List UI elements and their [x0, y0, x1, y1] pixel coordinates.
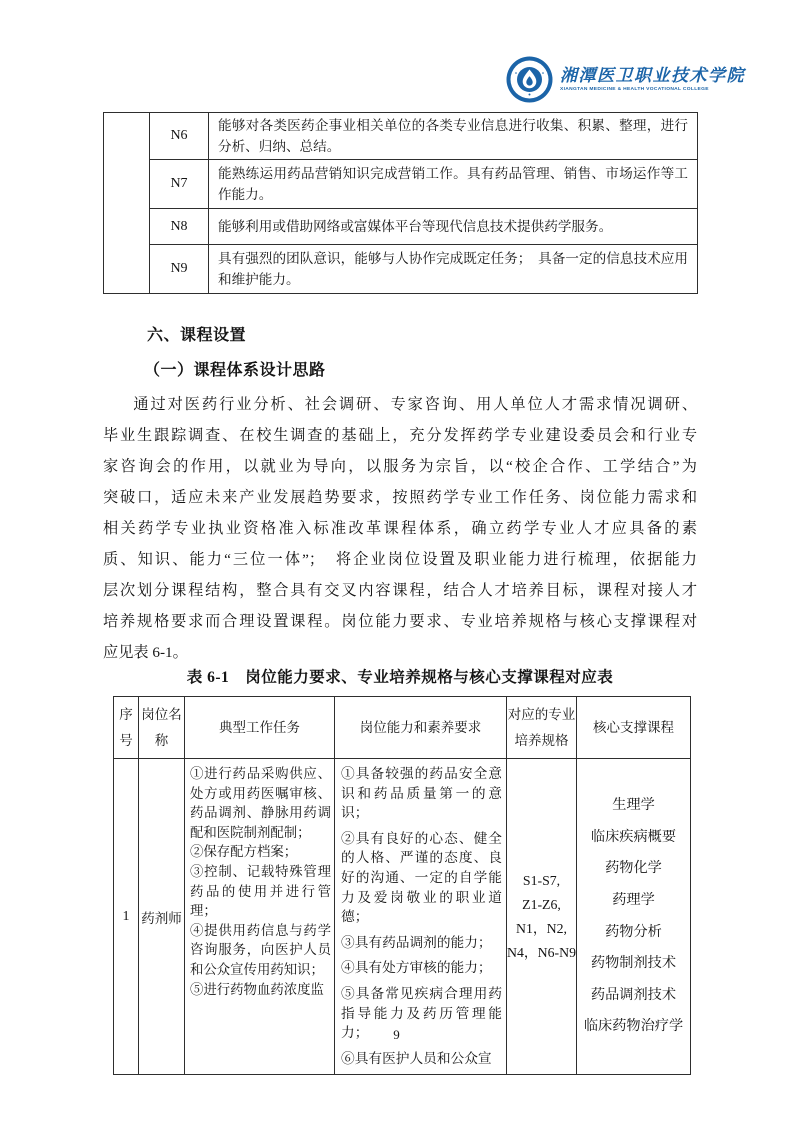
section-heading: 六、课程设置 [147, 327, 247, 344]
college-logo [506, 56, 745, 103]
ability-item: ③具有药品调剂的能力； [341, 934, 492, 950]
page-number: 9 [393, 1027, 400, 1042]
column-header-post: 岗位名称 [139, 697, 185, 759]
column-header-seq: 序号 [114, 697, 139, 759]
code-cell-n9: N9 [150, 245, 209, 294]
spec-line: S1-S7, [522, 872, 561, 888]
table-row [104, 160, 698, 209]
course-item: 生理学 [612, 797, 655, 814]
ability-item: ②具有良好的心态、健全的人格、严谨的态度、良好的沟通、一定的自学能力及爱岗敬业的职业道德； [341, 830, 502, 925]
desc-cell-n8: 能够利用或借助网络或富媒体平台等现代信息技术提供药学服务。 [209, 209, 698, 245]
table-6-1-title: 表 6-1 岗位能力要求、专业培养规格与核心支撑课程对应表 [186, 669, 614, 686]
task-item: ②保存配方档案； [190, 844, 298, 860]
table-row [104, 209, 698, 245]
college-name-en: XIANGTAN MEDICINE & HEALTH VOCATIONAL COLLEGE [560, 87, 709, 93]
paragraph-line: 相关药学专业执业资格准入标准改革课程体系，确立药学专业人才应具备的素 [103, 520, 697, 537]
paragraph-line: 毕业生跟踪调查、在校生调查的基础上，充分发挥药学专业建设委员会和行业专 [103, 427, 697, 444]
spec-line: Z1-Z6, [522, 896, 561, 912]
seq-cell: 1 [114, 759, 139, 1075]
desc-cell-n6: 能够对各类医药企事业相关单位的各类专业信息进行收集、积累、整理，进行分析、归纳、总结。 [209, 113, 698, 160]
ability-item: ④具有处方审核的能力； [341, 960, 492, 976]
task-item: ①进行药品采购供应、处方或用药医嘱审核、药品调剂、静脉用药调配和医院制剂配制； [190, 766, 331, 840]
desc-cell-n9: 具有强烈的团队意识，能够与人协作完成既定任务； 具备一定的信息技术应用和维护能力。 [209, 245, 698, 294]
code-cell-n8: N8 [150, 209, 209, 245]
paragraph-line: 培养规格要求而合理设置课程。岗位能力要求、专业培养规格与核心支撑课程对 [103, 613, 697, 630]
paragraph-line: 家咨询会的作用，以就业为导向，以服务为宗旨，以“校企合作、工学结合”为 [103, 458, 697, 475]
column-header-specs: 对应的专业培养规格 [507, 697, 577, 759]
ability-item: ①具备较强的药品安全意识和药品质量第一的意识； [341, 766, 502, 821]
column-header-tasks: 典型工作任务 [185, 697, 335, 759]
course-item: 药品调剂技术 [590, 986, 677, 1003]
course-item: 药物制剂技术 [590, 955, 677, 972]
code-cell-n6: N6 [150, 113, 209, 160]
course-item: 药理学 [612, 892, 655, 909]
paragraph-line: 质、知识、能力“三位一体”； 将企业岗位设置及职业能力进行梳理，依据能力 [103, 551, 697, 568]
task-item: ③控制、记载特殊管理药品的使用并进行管理； [190, 863, 331, 919]
column-header-courses: 核心支撑课程 [577, 697, 691, 759]
column-header-abilities: 岗位能力和素养要求 [335, 697, 507, 759]
course-item: 临床药物治疗学 [583, 1018, 684, 1035]
course-item: 临床疾病概要 [590, 828, 677, 845]
course-item: 药物化学 [605, 860, 662, 877]
table-6-1 [113, 696, 691, 1075]
intro-paragraph [103, 389, 697, 668]
competency-codes-table [103, 112, 698, 294]
college-name-block [560, 67, 745, 92]
code-cell-n7: N7 [150, 160, 209, 209]
course-item: 药物分析 [605, 923, 662, 940]
task-item: ⑤进行药物血药浓度监 [190, 981, 324, 997]
paragraph-line: 突破口，适应未来产业发展趋势要求，按照药学专业工作任务、岗位能力需求和 [103, 489, 697, 506]
paragraph-line: 层次划分课程结构，整合具有交叉内容课程，结合人才培养目标，课程对接人才 [103, 582, 697, 599]
task-item: ④提供用药信息与药学咨询服务，向医护人员和公众宣传用药知识； [190, 922, 331, 977]
desc-cell-n7: 能熟练运用药品营销知识完成营销工作。具有药品管理、销售、市场运作等工作能力。 [209, 160, 698, 209]
paragraph-line: 应见表 6-1。 [103, 644, 188, 661]
college-emblem-icon [506, 56, 553, 103]
table-header-row [114, 697, 691, 759]
post-name-cell: 药剂师 [139, 759, 185, 1075]
subsection-heading: （一）课程体系设计思路 [144, 362, 326, 379]
table-row [104, 245, 698, 294]
empty-category-cell [104, 113, 150, 294]
college-name-cn: 湘潭医卫职业技术学院 [560, 65, 745, 85]
ability-item: ⑥具有医护人员和公众宣 [341, 1050, 492, 1066]
table-row [104, 113, 698, 160]
spec-line: N1，N2, [516, 920, 567, 936]
ability-item: ⑤具备常见疾病合理用药指导能力及药历管理能力； [341, 985, 502, 1041]
spec-line: N4，N6-N9 [507, 944, 576, 960]
paragraph-line: 通过对医药行业分析、社会调研、专家咨询、用人单位人才需求情况调研、 [133, 396, 697, 413]
